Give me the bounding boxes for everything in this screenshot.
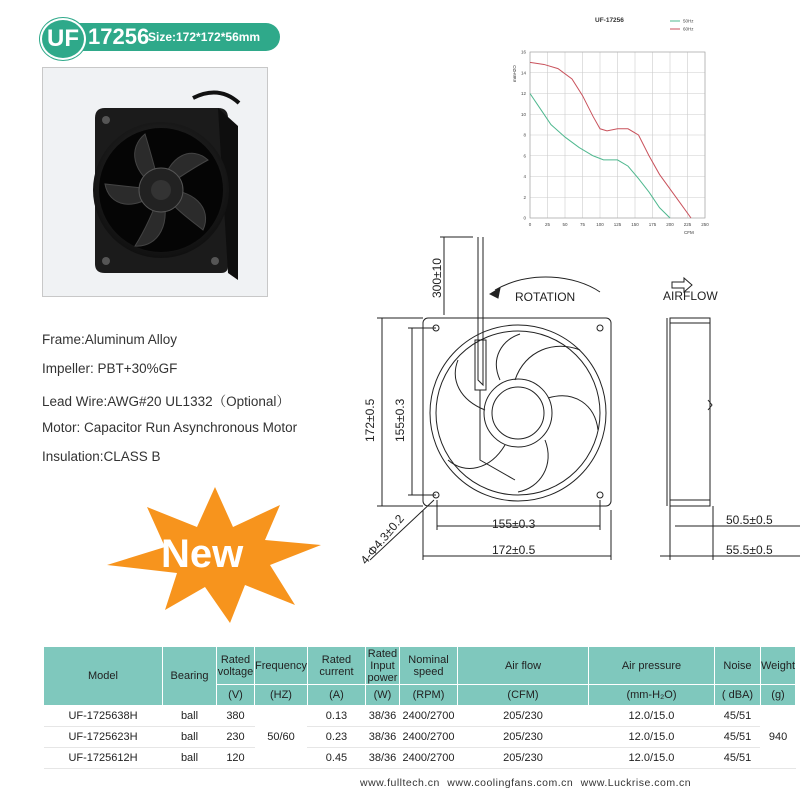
height-inner-dim: 155±0.3 xyxy=(393,398,407,442)
table-row xyxy=(44,748,796,769)
table-row xyxy=(44,706,796,727)
cell-model: UF-1725612H xyxy=(44,748,163,769)
height-outer-dim: 172±0.5 xyxy=(363,398,377,442)
cell-noise: 45/51 xyxy=(714,748,760,769)
y-tick-label: 12 xyxy=(520,91,526,96)
cell-voltage: 380 xyxy=(217,706,255,727)
cell-bearing: ball xyxy=(163,727,217,748)
cell-bearing: ball xyxy=(163,748,217,769)
cell-current: 0.45 xyxy=(307,748,365,769)
cell-pressure: 12.0/15.0 xyxy=(588,727,714,748)
cell-airflow: 205/230 xyxy=(457,706,588,727)
cell-power: 38/36 xyxy=(365,706,399,727)
x-tick-label: 225 xyxy=(683,222,692,227)
unit-speed: (RPM) xyxy=(399,685,457,706)
y-tick-label: 8 xyxy=(523,132,526,138)
legend-label: 50Hz xyxy=(683,18,694,24)
chart-grid xyxy=(530,52,705,218)
cell-weight: 940 xyxy=(760,706,795,769)
width-outer-dim: 172±0.5 xyxy=(492,543,536,557)
table-row xyxy=(44,727,796,748)
cell-model: UF-1725623H xyxy=(44,727,163,748)
y-tick-label: 2 xyxy=(523,194,526,200)
rotation-label: ROTATION xyxy=(515,290,576,304)
unit-current: (A) xyxy=(307,685,365,706)
y-tick-label: 4 xyxy=(523,174,526,179)
x-tick-label: 0 xyxy=(528,222,532,227)
y-tick-label: 0 xyxy=(523,215,526,221)
unit-power: (W) xyxy=(365,685,399,706)
spec-table xyxy=(43,646,796,769)
cell-pressure: 12.0/15.0 xyxy=(588,748,714,769)
spec-lead-wire: Lead Wire:AWG#20 UL1332（Optional） xyxy=(42,394,290,409)
header-model: Model xyxy=(44,647,163,706)
x-tick-label: 175 xyxy=(648,222,657,227)
series-line-60hz xyxy=(530,62,691,218)
cell-voltage: 120 xyxy=(217,748,255,769)
x-tick-label: 50 xyxy=(562,222,568,227)
lead-length-dim: 300±10 xyxy=(430,258,444,298)
technical-drawing xyxy=(340,230,800,580)
unit-weight: (g) xyxy=(760,685,795,706)
cell-speed: 2400/2700 xyxy=(399,748,457,769)
y-tick-label: 16 xyxy=(520,49,526,55)
footer-websites: www.fulltech.cn www.coolingfans.com.cn www.Luckrise.com.cn xyxy=(360,777,692,789)
model-title: 17256 xyxy=(88,24,150,49)
unit-noise: ( dBA) xyxy=(714,685,760,706)
chart-xlabel: CFM xyxy=(684,230,694,235)
header-weight: Weight xyxy=(760,647,795,685)
chart-title: UF-17256 xyxy=(595,17,624,24)
spec-frame: Frame:Aluminum Alloy xyxy=(42,332,178,347)
header-pressure: Air pressure xyxy=(588,647,714,685)
x-tick-label: 100 xyxy=(596,222,604,227)
cell-frequency: 50/60 xyxy=(255,706,308,769)
unit-frequency: (HZ) xyxy=(255,685,308,706)
header-noise: Noise xyxy=(714,647,760,685)
header-speed: Nominal speed xyxy=(399,647,457,685)
y-tick-label: 10 xyxy=(520,111,526,117)
header-power: Rated Input power xyxy=(365,647,399,685)
chart-ticks xyxy=(521,50,709,228)
airflow-label: AIRFLOW xyxy=(663,289,718,303)
chart-ylabel: mmH2O xyxy=(512,65,517,82)
header-frequency: Frequency xyxy=(255,647,308,685)
header-bearing: Bearing xyxy=(163,647,217,706)
hole-dim: 4-Φ4.3±0.2 xyxy=(357,511,407,567)
chart-legend xyxy=(670,19,694,32)
unit-pressure: (mm-H₂O) xyxy=(588,685,714,706)
cell-speed: 2400/2700 xyxy=(399,706,457,727)
depth-inner-dim: 50.5±0.5 xyxy=(726,513,773,527)
y-tick-label: 6 xyxy=(523,153,526,159)
x-tick-label: 200 xyxy=(666,222,674,227)
title-bar xyxy=(68,23,280,51)
cell-noise: 45/51 xyxy=(714,706,760,727)
header-airflow: Air flow xyxy=(457,647,588,685)
unit-voltage: (V) xyxy=(217,685,255,706)
spec-impeller: Impeller: PBT+30%GF xyxy=(42,361,178,376)
x-tick-label: 75 xyxy=(579,222,586,227)
cell-noise: 45/51 xyxy=(714,727,760,748)
width-inner-dim: 155±0.3 xyxy=(492,517,536,531)
cell-pressure: 12.0/15.0 xyxy=(588,706,714,727)
x-tick-label: 150 xyxy=(631,222,639,227)
spec-motor: Motor: Capacitor Run Asynchronous Motor xyxy=(42,420,298,435)
new-badge xyxy=(105,485,325,625)
depth-outer-dim: 55.5±0.5 xyxy=(726,543,773,557)
chart-lines xyxy=(530,62,691,218)
cell-power: 38/36 xyxy=(365,748,399,769)
x-tick-label: 125 xyxy=(613,222,622,227)
cell-current: 0.23 xyxy=(307,727,365,748)
cell-current: 0.13 xyxy=(307,706,365,727)
cell-power: 38/36 xyxy=(365,727,399,748)
cell-bearing: ball xyxy=(163,706,217,727)
x-tick-label: 25 xyxy=(544,222,551,227)
cell-airflow: 205/230 xyxy=(457,727,588,748)
cell-airflow: 205/230 xyxy=(457,748,588,769)
cell-voltage: 230 xyxy=(217,727,255,748)
new-text: New xyxy=(161,532,244,576)
spec-insulation: Insulation:CLASS B xyxy=(42,449,161,464)
unit-airflow: (CFM) xyxy=(457,685,588,706)
brand-logo: UF xyxy=(40,18,86,60)
header-voltage: Rated voltage xyxy=(217,647,255,685)
header-current: Rated current xyxy=(307,647,365,685)
cell-speed: 2400/2700 xyxy=(399,727,457,748)
product-photo xyxy=(42,67,268,297)
y-tick-label: 14 xyxy=(520,70,526,76)
legend-label: 60Hz xyxy=(683,26,694,32)
performance-chart xyxy=(500,10,720,240)
size-label: Size:172*172*56mm xyxy=(148,30,261,44)
x-tick-label: 250 xyxy=(701,222,709,227)
cell-model: UF-1725638H xyxy=(44,706,163,727)
